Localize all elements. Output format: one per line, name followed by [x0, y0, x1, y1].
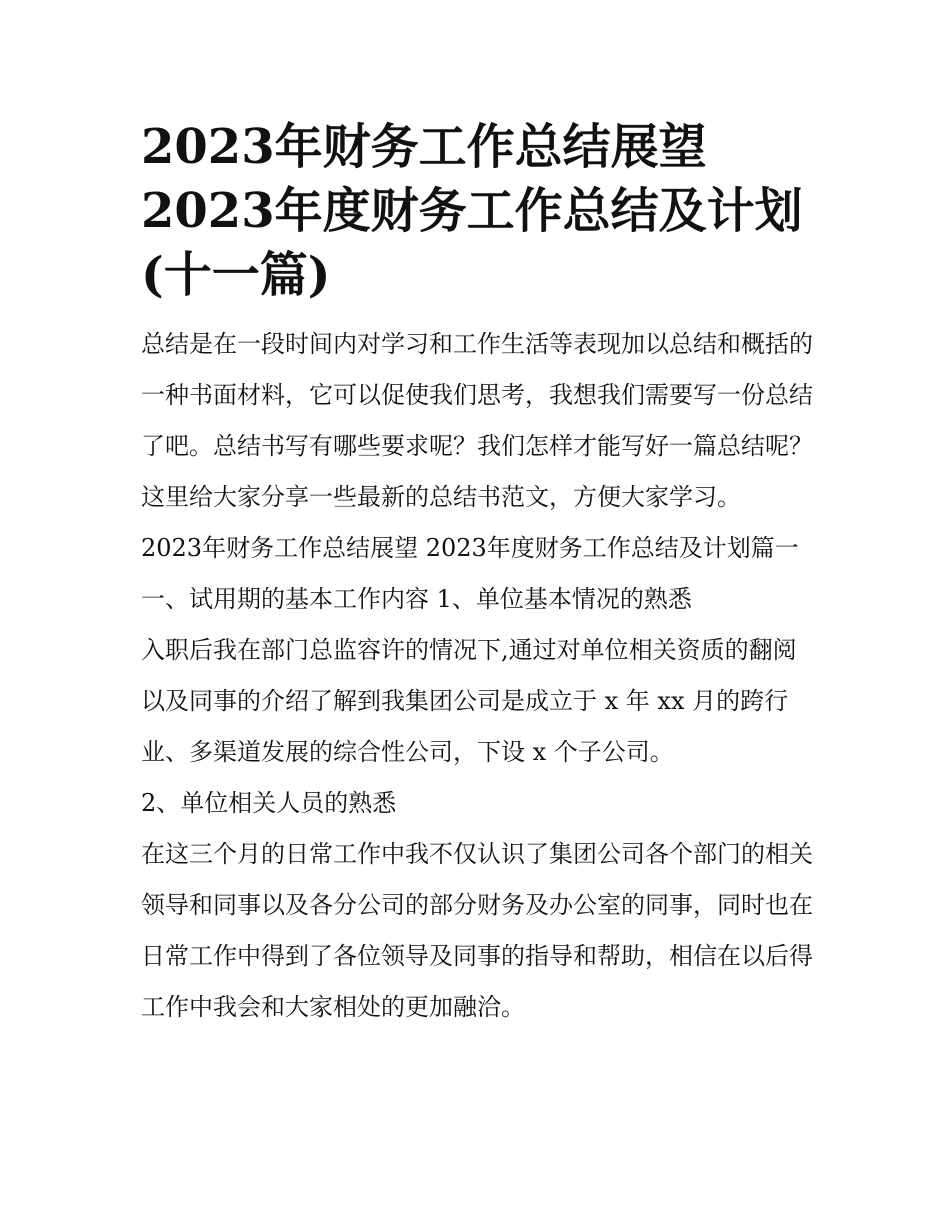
title-line-2: 2023年度财务工作总结及计划 — [141, 183, 803, 239]
intro-paragraph: 总结是在一段时间内对学习和工作生活等表现加以总结和概括的一种书面材料，它可以促使我们思考，我想我们需要写一份总结了吧。总结书写有哪些要求呢？我们怎样才能写好一篇总结呢？这里给大家分享一些最新的总结书范文，方便大家学习。 — [141, 330, 813, 511]
document-page — [141, 115, 816, 1033]
item1-paragraph: 入职后我在部门总监容许的情况下,通过对单位相关资质的翻阅以及同事的介绍了解到我集团公司是成立于 x 年 xx 月的跨行业、多渠道发展的综合性公司，下设 x 个子公司。 — [141, 636, 797, 766]
item2-paragraph: 在这三个月的日常工作中我不仅认识了集团公司各个部门的相关领导和同事以及各分公司的部分财务及办公室的同事，同时也在日常工作中得到了各位领导及同事的指导和帮助，相信在以后得工作中我会和大家相处的更加融洽。 — [141, 840, 813, 1021]
section-heading: 2023年财务工作总结展望 2023年度财务工作总结及计划篇一 — [141, 534, 799, 562]
item2-heading: 2、单位相关人员的熟悉 — [141, 789, 397, 817]
title-line-3: (十一篇) — [141, 247, 331, 303]
document-body — [141, 319, 816, 1033]
title-line-1: 2023年财务工作总结展望 — [141, 119, 707, 175]
document-title — [141, 115, 816, 307]
item1-heading: 一、试用期的基本工作内容 1、单位基本情况的熟悉 — [141, 585, 692, 613]
